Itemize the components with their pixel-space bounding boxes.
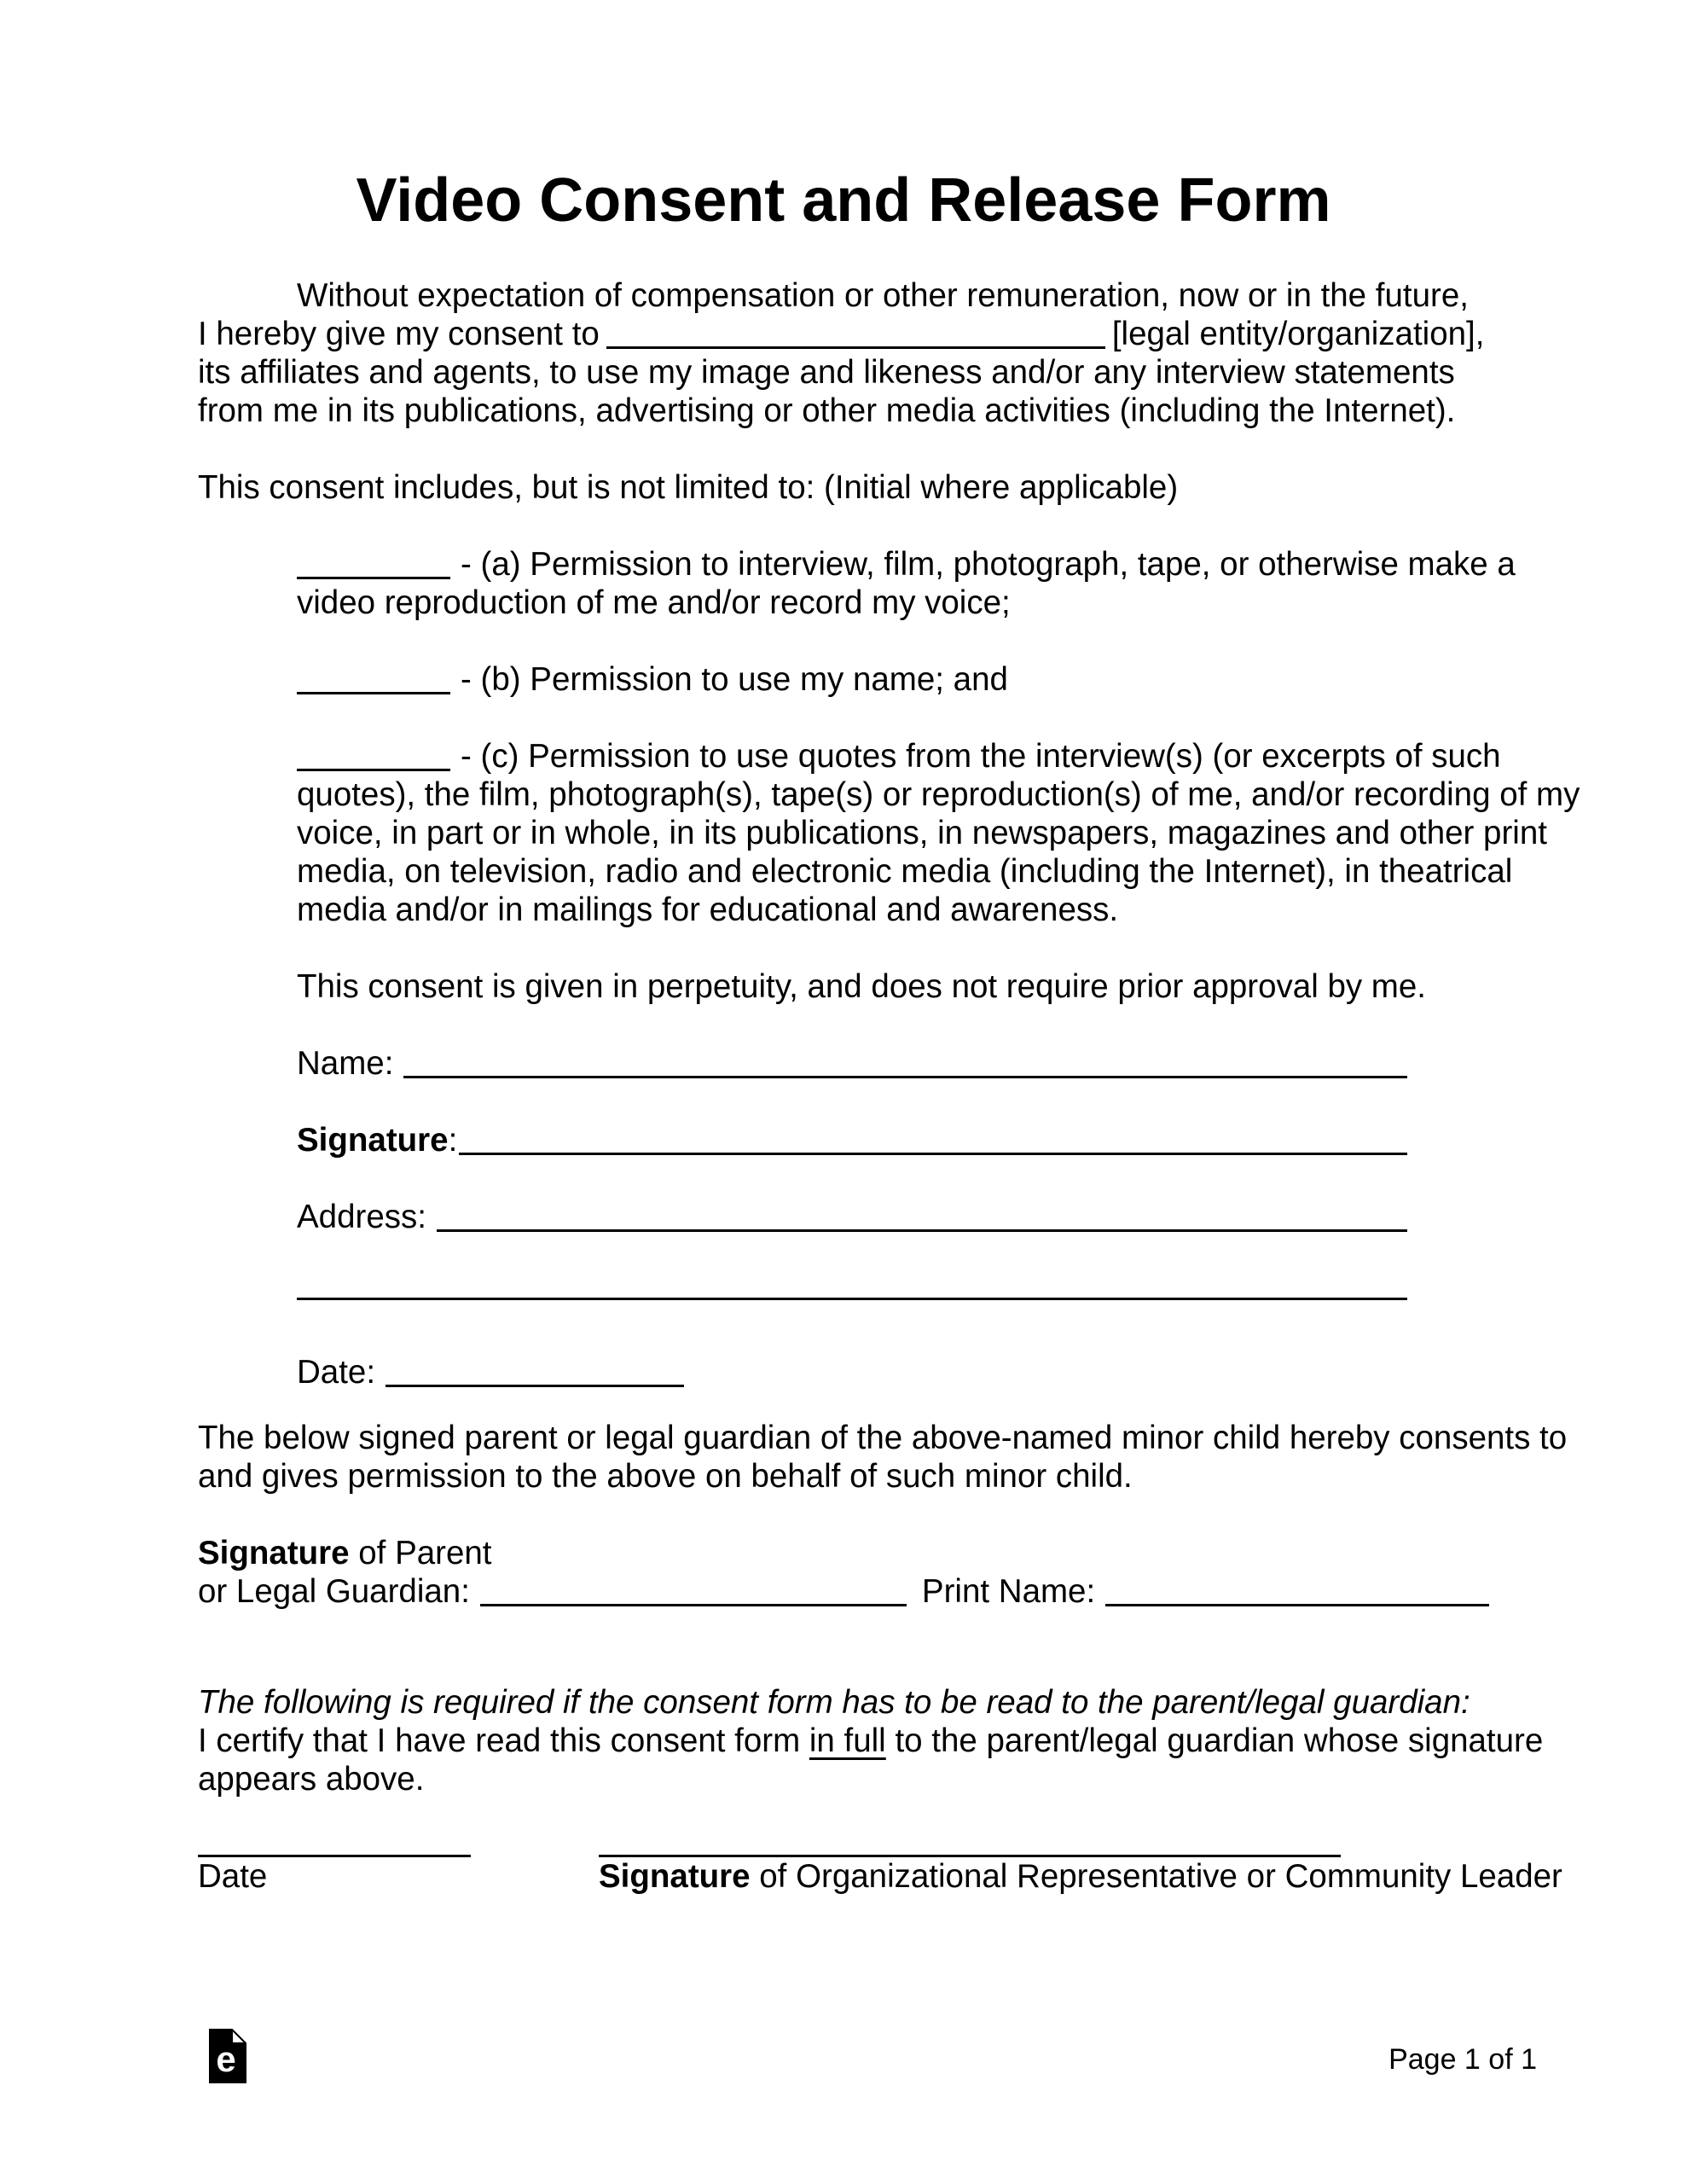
intro-line2-before: I hereby give my consent to [198, 316, 600, 352]
address-field [297, 1198, 1407, 1236]
page-title: Video Consent and Release Form [356, 166, 1331, 235]
date-blank-line [386, 1385, 684, 1387]
includes-heading: This consent includes, but is not limited to: (Initial where applicable) [198, 469, 1179, 506]
guardian-signature-caption [198, 1534, 1489, 1572]
guardian-consent-paragraph [198, 1419, 1568, 1496]
bottom-signature-label [599, 1857, 1562, 1896]
guardian-paragraph-line-1: The below signed parent or legal guardian of the above-named minor child hereby consents to [198, 1420, 1568, 1456]
bottom-signature-column [599, 1824, 1562, 1896]
guardian-signature-blank-line [480, 1604, 907, 1606]
date-field [297, 1353, 1489, 1391]
perpetuity-statement: This consent is given in perpetuity, and does not require prior approval by me. [297, 968, 1426, 1005]
certification-line1-before: I certify that I have read this consent form [198, 1722, 809, 1759]
guardian-paragraph-line-2: and gives permission to the above on behalf of such minor child. [198, 1458, 1133, 1495]
consent-item-b-line-1 [297, 660, 1489, 699]
page-indicator: Page 1 of 1 [1388, 2043, 1537, 2076]
consent-item-b [297, 660, 1489, 699]
intro-paragraph [198, 276, 1489, 430]
guardian-signature-rest: of Parent [349, 1535, 492, 1571]
bottom-signature-rest: of Organizational Representative or Community Leader [750, 1858, 1562, 1895]
consent-item-b-text: - (b) Permission to use my name; and [461, 661, 1008, 698]
consent-item-c-line-5: media and/or in mailings for educational and awareness. [297, 892, 1119, 928]
initial-blank-line-b [297, 692, 450, 694]
print-name-blank-line [1105, 1604, 1489, 1606]
certification-line-1 [198, 1722, 1544, 1760]
intro-line2-after: [legal entity/organization], [1111, 316, 1485, 352]
name-label: Name: [297, 1045, 394, 1082]
bottom-signature-blank-line [599, 1824, 1341, 1857]
consent-item-a-text: - (a) Permission to interview, film, photograph, tape, or otherwise make a [461, 546, 1516, 583]
name-blank-line [403, 1076, 1407, 1078]
certification-paragraph [198, 1722, 1544, 1798]
bottom-date-label: Date [198, 1858, 268, 1895]
certification-instruction: The following is required if the consent form has to be read to the parent/legal guardian: [198, 1684, 1470, 1721]
bottom-date-column [198, 1824, 471, 1896]
consent-item-c-line-4: media, on television, radio and electronic media (including the Internet), in theatrical [297, 853, 1513, 890]
intro-line-4: from me in its publications, advertising or other media activities (including the Internet). [198, 392, 1456, 429]
bottom-signature-area [198, 1824, 1562, 1896]
signature-label-colon: : [448, 1122, 458, 1159]
guardian-signature-bold: Signature [198, 1535, 350, 1571]
consent-item-c-line-1 [297, 737, 1501, 775]
bottom-signature-bold: Signature [599, 1858, 751, 1895]
name-field [297, 1044, 1407, 1083]
consent-item-a-line-2: video reproduction of me and/or record my voice; [297, 584, 1011, 621]
guardian-signature-field [198, 1572, 1489, 1611]
intro-line-3: its affiliates and agents, to use my image and likeness and/or any interview statements [198, 354, 1455, 391]
date-label: Date: [297, 1354, 376, 1391]
print-name-label: Print Name: [921, 1573, 1096, 1610]
address-blank-line-2 [297, 1275, 1407, 1300]
consent-item-c-text: - (c) Permission to use quotes from the interview(s) (or excerpts of such [461, 738, 1501, 775]
consent-item-c-line-3: voice, in part or in whole, in its publications, in newspapers, magazines and other print [297, 815, 1547, 851]
intro-line-1: Without expectation of compensation or other remuneration, now or in the future, [297, 277, 1469, 314]
legal-entity-blank-line [606, 346, 1105, 349]
guardian-label: or Legal Guardian: [198, 1573, 470, 1610]
consent-item-a [297, 545, 1516, 622]
address-blank-line [437, 1229, 1407, 1232]
intro-line-2 [198, 315, 1489, 353]
certification-line1-after: to the parent/legal guardian whose signature [885, 1722, 1544, 1759]
signature-label: Signature [297, 1122, 449, 1159]
consent-item-a-line-1 [297, 545, 1516, 584]
bottom-date-blank-line [198, 1824, 471, 1857]
initial-blank-line-c [297, 769, 450, 771]
certification-in-full: in full [809, 1722, 886, 1759]
address-label: Address: [297, 1199, 426, 1235]
eforms-document-logo-icon [209, 2029, 246, 2083]
signature-blank-line [459, 1153, 1407, 1155]
logo-letter: e [216, 2039, 236, 2079]
initial-blank-line-a [297, 577, 450, 579]
consent-item-c [297, 737, 1580, 929]
signature-field [297, 1121, 1407, 1159]
consent-item-c-line-2: quotes), the film, photograph(s), tape(s) or reproduction(s) of me, and/or recording of my [297, 776, 1580, 813]
certification-line-2: appears above. [198, 1761, 425, 1798]
